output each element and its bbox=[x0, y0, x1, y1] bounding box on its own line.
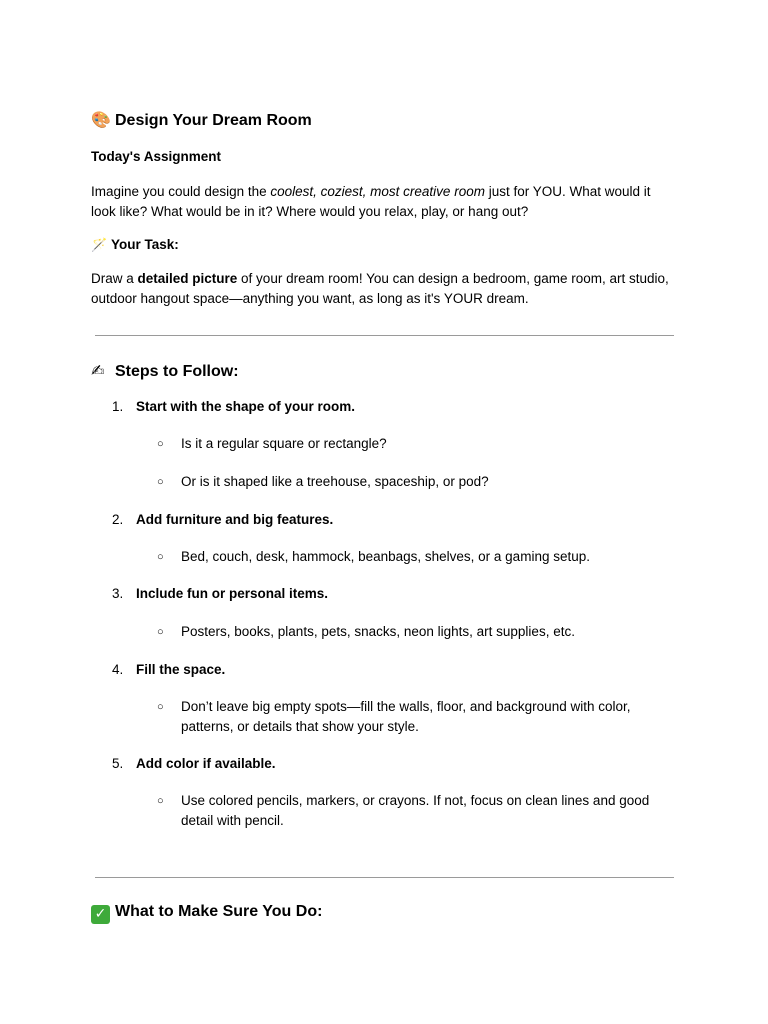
assignment-intro-pre: Imagine you could design the bbox=[91, 184, 271, 199]
steps-heading bbox=[91, 361, 239, 382]
page-title-text: Design Your Dream Room bbox=[115, 112, 312, 129]
step-number: 1. bbox=[112, 399, 124, 414]
step-bullet-text: Or is it shaped like a treehouse, spaceship, or pod? bbox=[181, 474, 489, 489]
hollow-bullet-icon: ○ bbox=[157, 626, 164, 638]
palette-icon: 🎨 bbox=[91, 110, 111, 129]
divider bbox=[95, 335, 674, 336]
step-label: Add furniture and big features. bbox=[136, 512, 334, 527]
hollow-bullet-icon: ○ bbox=[157, 551, 164, 563]
step-label: Fill the space. bbox=[136, 662, 226, 677]
step-label: Add color if available. bbox=[136, 756, 276, 771]
step-label: Include fun or personal items. bbox=[136, 586, 329, 601]
task-text-post: of your dream room! You can design a bedroom, game room, art studio, outdoor hangout space—anything you want, as long as it's YOUR dream. bbox=[91, 271, 669, 306]
step-number: 3. bbox=[112, 586, 124, 601]
step-bullet-text: Bed, couch, desk, hammock, beanbags, shelves, or a gaming setup. bbox=[181, 549, 590, 564]
checklist-heading-text: What to Make Sure You Do: bbox=[115, 903, 323, 920]
step-label: Start with the shape of your room. bbox=[136, 399, 356, 414]
step-number: 2. bbox=[112, 512, 124, 527]
task-heading-text: Your Task: bbox=[111, 237, 179, 252]
check-mark-icon: ✓ bbox=[91, 905, 110, 924]
assignment-intro bbox=[91, 182, 676, 221]
hollow-bullet-icon: ○ bbox=[157, 701, 164, 713]
magic-wand-icon: 🪄 bbox=[91, 238, 108, 253]
step-bullet-text: Is it a regular square or rectangle? bbox=[181, 436, 387, 451]
page-title bbox=[91, 110, 312, 131]
step-bullet-text: Posters, books, plants, pets, snacks, neon lights, art supplies, etc. bbox=[181, 624, 575, 639]
step-bullet-text: Don’t leave big empty spots—fill the walls, floor, and background with color, patterns, or details that show your style. bbox=[181, 699, 631, 734]
task-text-pre: Draw a bbox=[91, 271, 138, 286]
hollow-bullet-icon: ○ bbox=[157, 438, 164, 450]
step-number: 4. bbox=[112, 662, 124, 677]
step-bullet-text: Use colored pencils, markers, or crayons. If not, focus on clean lines and good detail with pencil. bbox=[181, 793, 650, 828]
assignment-heading: Today's Assignment bbox=[91, 149, 221, 164]
steps-heading-text: Steps to Follow: bbox=[115, 363, 239, 380]
task-description bbox=[91, 269, 676, 308]
writing-hand-icon: ✍ bbox=[91, 361, 105, 380]
checklist-heading bbox=[91, 902, 322, 924]
task-text-strong: detailed picture bbox=[137, 271, 238, 286]
hollow-bullet-icon: ○ bbox=[157, 476, 164, 488]
step-number: 5. bbox=[112, 756, 124, 771]
assignment-intro-emphasis: coolest, coziest, most creative room bbox=[270, 184, 485, 199]
hollow-bullet-icon: ○ bbox=[157, 795, 164, 807]
divider bbox=[95, 877, 674, 878]
task-heading bbox=[91, 236, 179, 255]
assignment-intro-post: just for YOU. What would it look like? What would be in it? Where would you relax, play, or hang out? bbox=[91, 184, 651, 219]
